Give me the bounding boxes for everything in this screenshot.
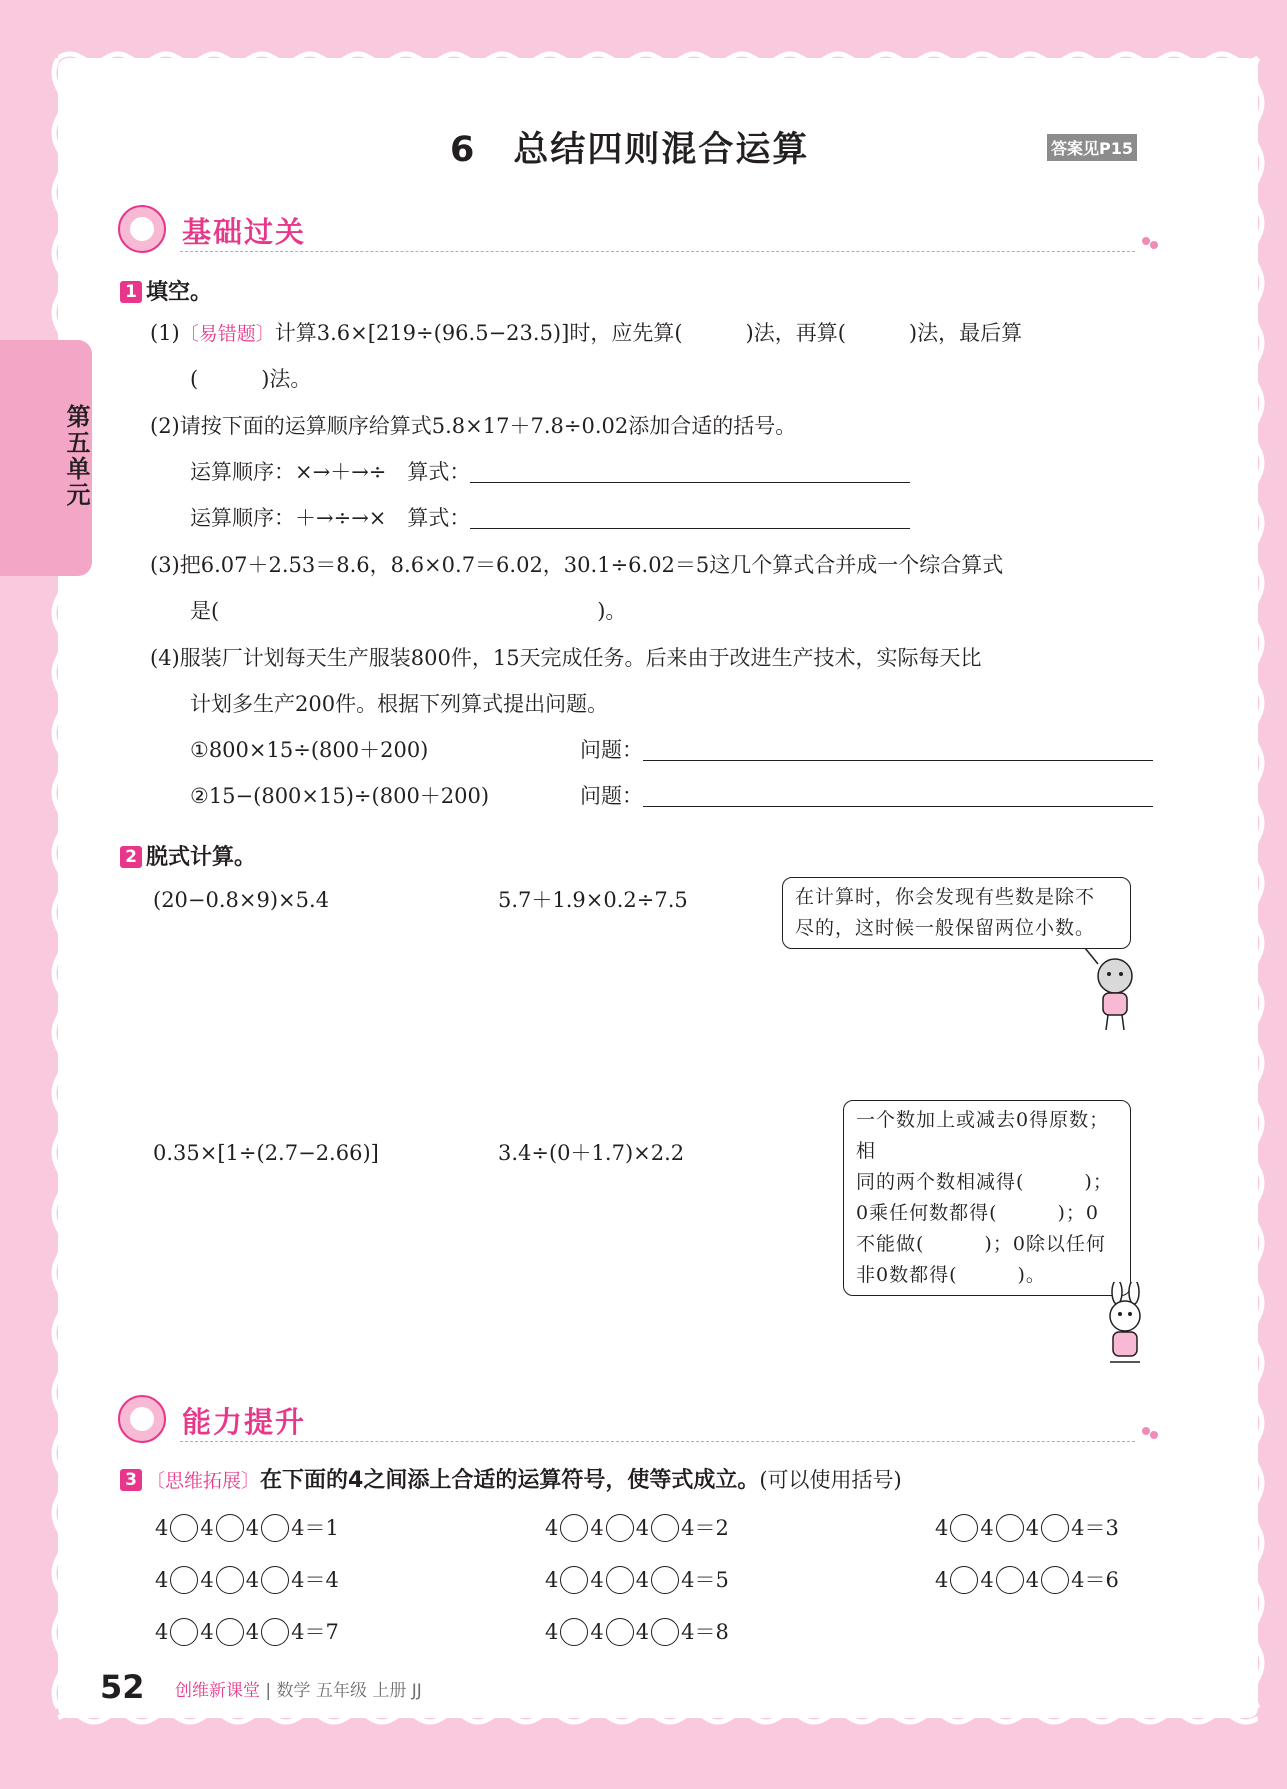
equation-row (545, 1564, 729, 1594)
operator-blank-circle[interactable] (170, 1514, 198, 1542)
digit-four: 4 (291, 1620, 305, 1644)
equation-result: ＝2 (694, 1516, 729, 1540)
section-divider (180, 251, 1135, 252)
operator-blank-circle[interactable] (261, 1618, 289, 1646)
operator-blank-circle[interactable] (651, 1618, 679, 1646)
footer-subject: 数学 (276, 1681, 311, 1701)
digit-four: 4 (200, 1568, 214, 1592)
equation-row (545, 1616, 729, 1646)
operator-blank-circle[interactable] (216, 1514, 244, 1542)
brand-name: 创维新课堂 (175, 1681, 260, 1701)
answer-line[interactable] (643, 738, 1153, 761)
question-1-heading (120, 275, 212, 306)
answer-line[interactable] (643, 784, 1153, 807)
digit-four: 4 (1071, 1568, 1085, 1592)
bottom-wave-border (58, 1710, 1258, 1726)
equation-result: ＝3 (1084, 1516, 1119, 1540)
bubble-line: 非0数都得( )。 (856, 1264, 1046, 1286)
operator-blank-circle[interactable] (261, 1514, 289, 1542)
footer-info (175, 1676, 422, 1701)
digit-four: 4 (635, 1568, 650, 1592)
equation-result: ＝1 (304, 1516, 339, 1540)
digit-four: 4 (545, 1516, 559, 1540)
question-1-title: 填空。 (146, 280, 213, 305)
equation-row (155, 1616, 339, 1646)
equation-result: ＝6 (1084, 1568, 1119, 1592)
operator-blank-circle[interactable] (170, 1566, 198, 1594)
q1-part2-text: (2)请按下面的运算顺序给算式5.8×17＋7.8÷0.02添加合适的括号。 (150, 414, 797, 438)
footer-volume: 上册 (372, 1681, 407, 1701)
operator-blank-circle[interactable] (1041, 1514, 1069, 1542)
operator-blank-circle[interactable] (950, 1514, 978, 1542)
digit-four: 4 (545, 1620, 559, 1644)
operator-blank-circle[interactable] (170, 1618, 198, 1646)
section-mascot-icon (118, 1395, 166, 1443)
section-title-basic: 基础过关 (182, 215, 307, 249)
question-label: 问题： (580, 784, 643, 808)
q2-expression-3: 0.35×[1÷(2.7−2.66)] (153, 1141, 379, 1165)
footer-edition: JJ (411, 1681, 422, 1701)
answer-line[interactable] (470, 460, 910, 483)
digit-four: 4 (935, 1568, 949, 1592)
section-divider (180, 1441, 1135, 1442)
digit-four: 4 (291, 1568, 305, 1592)
q2-expression-4: 3.4÷(0＋1.7)×2.2 (498, 1141, 685, 1165)
operator-blank-circle[interactable] (606, 1618, 634, 1646)
q1-part2-order1 (190, 457, 910, 487)
question-2-heading (120, 840, 256, 871)
rabbit-mascot-icon (1092, 1282, 1157, 1367)
digit-four: 4 (245, 1620, 260, 1644)
digit-four: 4 (590, 1620, 604, 1644)
operator-blank-circle[interactable] (216, 1566, 244, 1594)
question-3-heading (120, 1463, 902, 1494)
right-wave-border (1250, 58, 1266, 1718)
question-number: 2 (120, 846, 142, 868)
q1-part3-text: (3)把6.07＋2.53＝8.6，8.6×0.7＝6.02，30.1÷6.02＝5这几个算式合并成一个综合算式 (150, 553, 1004, 577)
operator-blank-circle[interactable] (606, 1514, 634, 1542)
q1-part4-question2 (580, 781, 1153, 811)
digit-four: 4 (980, 1568, 994, 1592)
digit-four: 4 (590, 1568, 604, 1592)
bubble-line: 尽的，这时候一般保留两位小数。 (795, 917, 1096, 939)
digit-four: 4 (545, 1568, 559, 1592)
section-mascot-icon (118, 205, 166, 253)
q1-part4-text2: 计划多生产200件。根据下列算式提出问题。 (190, 692, 609, 716)
bubble-line: 在计算时，你会发现有些数是除不 (795, 886, 1096, 908)
bubble-line: 不能做( )；0除以任何 (856, 1233, 1106, 1255)
operator-blank-circle[interactable] (560, 1618, 588, 1646)
q1-part1-number: (1) (150, 321, 180, 345)
digit-four: 4 (155, 1620, 169, 1644)
bubble-line: 0乘任何数都得( )；0 (856, 1202, 1100, 1224)
digit-four: 4 (1025, 1568, 1040, 1592)
digit-four: 4 (635, 1516, 650, 1540)
q1-part4-question1 (580, 735, 1153, 765)
q1-part4-item2: ②15−(800×15)÷(800＋200) (190, 784, 490, 808)
digit-four: 4 (681, 1516, 695, 1540)
question-number: 3 (120, 1469, 142, 1491)
digit-four: 4 (681, 1620, 695, 1644)
equation-row (155, 1564, 339, 1594)
page-title: 6 总结四则混合运算 (450, 130, 810, 170)
question-label: 问题： (580, 738, 643, 762)
digit-four: 4 (935, 1516, 949, 1540)
q2-expression-2: 5.7＋1.9×0.2÷7.5 (498, 888, 688, 912)
q1-part1-line2: ( )法。 (190, 367, 312, 391)
hint-bubble-2 (843, 1100, 1131, 1296)
digit-four: 4 (635, 1620, 650, 1644)
equation-row (545, 1512, 729, 1542)
digit-four: 4 (980, 1516, 994, 1540)
thinking-extension-tag: 〔思维拓展〕 (146, 1470, 261, 1492)
digit-four: 4 (590, 1516, 604, 1540)
equation-row (935, 1564, 1119, 1594)
equation-result: ＝7 (304, 1620, 339, 1644)
answer-line[interactable] (470, 506, 910, 529)
equation-row (935, 1512, 1119, 1542)
page-number: 52 (100, 1668, 145, 1706)
unit-side-tab-label: 第五单元 (62, 404, 90, 508)
q2-expression-1: (20−0.8×9)×5.4 (153, 888, 330, 912)
equation-result: ＝4 (304, 1568, 339, 1592)
q1-part4-text: (4)服装厂计划每天生产服装800件，15天完成任务。后来由于改进生产技术，实际每天比 (150, 646, 982, 670)
order1-label: 运算顺序：×→＋→÷ 算式： (190, 460, 471, 484)
digit-four: 4 (155, 1516, 169, 1540)
section-title-advanced: 能力提升 (182, 1405, 307, 1439)
operator-blank-circle[interactable] (996, 1566, 1024, 1594)
order2-label: 运算顺序：＋→÷→× 算式： (190, 506, 471, 530)
hint-bubble-1 (782, 877, 1131, 949)
digit-four: 4 (681, 1568, 695, 1592)
answer-reference-badge: 答案见P15 (1047, 134, 1137, 161)
operator-blank-circle[interactable] (560, 1514, 588, 1542)
operator-blank-circle[interactable] (651, 1514, 679, 1542)
section-dot-icon (1142, 1427, 1150, 1435)
operator-blank-circle[interactable] (651, 1566, 679, 1594)
section-dot-icon (1150, 1431, 1158, 1439)
q1-part1-text: 计算3.6×[219÷(96.5−23.5)]时，应先算( )法，再算( )法，最后算 (274, 321, 1023, 345)
equation-result: ＝5 (694, 1568, 729, 1592)
section-dot-icon (1150, 241, 1158, 249)
bubble-line: 一个数加上或减去0得原数；相 (856, 1109, 1110, 1162)
error-prone-tag: 〔易错题〕 (179, 323, 275, 345)
equation-result: ＝8 (694, 1620, 729, 1644)
equation-row (155, 1512, 339, 1542)
digit-four: 4 (200, 1620, 214, 1644)
digit-four: 4 (245, 1516, 260, 1540)
question-2-title: 脱式计算。 (146, 845, 257, 870)
left-wave-border (50, 58, 66, 1718)
digit-four: 4 (245, 1568, 260, 1592)
digit-four: 4 (200, 1516, 214, 1540)
operator-blank-circle[interactable] (216, 1618, 244, 1646)
footer-separator: | (265, 1681, 272, 1701)
q1-part3-text2: 是( )。 (190, 599, 627, 623)
footer-grade: 五年级 (315, 1681, 367, 1701)
operator-blank-circle[interactable] (261, 1566, 289, 1594)
cat-mascot-icon (1080, 948, 1150, 1033)
operator-blank-circle[interactable] (560, 1566, 588, 1594)
digit-four: 4 (155, 1568, 169, 1592)
section-dot-icon (1142, 237, 1150, 245)
operator-blank-circle[interactable] (996, 1514, 1024, 1542)
question-3-title: 在下面的4之间添上合适的运算符号，使等式成立。 (260, 1468, 760, 1493)
question-number: 1 (120, 281, 142, 303)
digit-four: 4 (291, 1516, 305, 1540)
top-wave-border (58, 50, 1258, 66)
q1-part4-item1: ①800×15÷(800＋200) (190, 738, 429, 762)
operator-blank-circle[interactable] (606, 1566, 634, 1594)
operator-blank-circle[interactable] (950, 1566, 978, 1594)
digit-four: 4 (1071, 1516, 1085, 1540)
operator-blank-circle[interactable] (1041, 1566, 1069, 1594)
q1-part2-order2 (190, 503, 910, 533)
digit-four: 4 (1025, 1516, 1040, 1540)
question-3-note: (可以使用括号) (759, 1468, 902, 1492)
q1-part1-line1 (150, 318, 1022, 349)
bubble-line: 同的两个数相减得( )； (856, 1171, 1113, 1193)
